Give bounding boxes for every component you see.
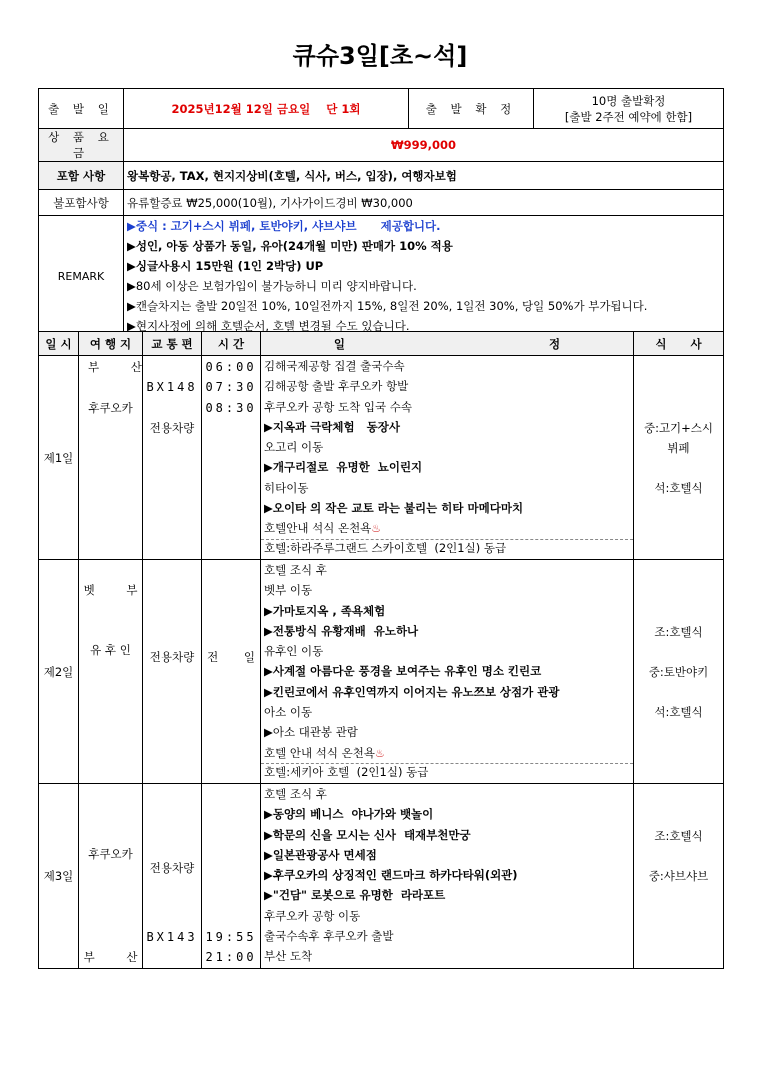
- time-cell: [202, 784, 261, 969]
- hot-spring-icon: ♨: [371, 522, 382, 536]
- itinerary-line: 김해공항 출발 후쿠오카 항발: [264, 379, 409, 394]
- itinerary-line: ▶동양의 베니스 야나가와 뱃놀이: [264, 807, 434, 822]
- region-b: 부 산: [83, 950, 138, 965]
- remark-item: ▶현지사정에 의해 호텔순서, 호텔 변경될 수도 있습니다.: [127, 319, 410, 333]
- meal: 조:호텔식: [654, 829, 703, 843]
- meal-cell: [634, 356, 724, 560]
- price-label: 상 품 요 금: [39, 129, 124, 162]
- region-a: 벳 부: [83, 583, 138, 597]
- time: 08:30: [205, 400, 257, 415]
- meal: 중:샤브샤브: [648, 869, 709, 883]
- itinerary-line: 후쿠오카 공항 도착 입국 수속: [264, 399, 412, 414]
- itinerary-line: ▶"건담" 로봇으로 유명한 라라포트: [264, 888, 446, 903]
- itinerary-line: ▶사계절 아름다운 풍경을 보여주는 유후인 명소 킨린코: [264, 664, 542, 679]
- remark-list: [124, 216, 724, 338]
- confirm-value: [534, 89, 724, 129]
- itinerary-line: ▶아소 대관봉 관람: [264, 725, 358, 740]
- excluded-value: 유류할증료 ₩25,000(10월), 기사가이드경비 ₩30,000: [124, 190, 724, 216]
- itinerary-table: [38, 331, 724, 969]
- itinerary-line: 호텔 조식 후: [264, 787, 327, 801]
- itinerary-line: ▶지옥과 극락체험 동장사: [264, 419, 400, 434]
- transport-cell: [143, 560, 202, 784]
- itinerary-line: ▶일본관광공사 면세점: [264, 847, 377, 862]
- remark-item: ▶캔슬차지는 출발 20일전 10%, 10일전까지 15%, 8일전 20%, 1일전 30%, 당일 50%가 부가됩니다.: [127, 299, 648, 313]
- day-row: [39, 560, 724, 784]
- header-region: 여 행 지: [79, 332, 143, 356]
- region-b: 유 후 인: [90, 643, 131, 658]
- meal-cell: [634, 784, 724, 969]
- meal: 석:호텔식: [654, 704, 703, 719]
- itinerary-cell: [261, 560, 634, 784]
- meal: 뷔페: [667, 440, 690, 455]
- day-label: 제3일: [39, 784, 79, 969]
- header-time: 시 간: [202, 332, 261, 356]
- region-a: 후쿠오카: [88, 847, 133, 861]
- transport-cell: [143, 784, 202, 969]
- header-day: 일 시: [39, 332, 79, 356]
- remark-item: ▶80세 이상은 보험가입이 불가능하니 미리 양지바랍니다.: [127, 279, 417, 293]
- time: 19:55: [205, 930, 257, 944]
- day-row: [39, 356, 724, 560]
- excluded-label: 불포함사항: [39, 190, 124, 216]
- remark-label: REMARK: [39, 216, 124, 338]
- meal: 조:호텔식: [654, 624, 703, 639]
- itinerary-line: ▶가마토지옥 , 족욕체험: [264, 603, 386, 618]
- price-value: ₩999,000: [124, 129, 724, 162]
- itinerary-line: ▶킨린코에서 유후인역까지 이어지는 유노쯔보 상점가 관광: [264, 684, 560, 699]
- confirm-line-2: [출발 2주전 예약에 한함]: [564, 109, 693, 124]
- transport-b: BX143: [146, 930, 198, 945]
- itinerary-line: ▶후쿠오카의 상징적인 랜드마크 하카다타워(외관): [264, 868, 518, 883]
- time: 21:00: [205, 950, 257, 965]
- time: 06:00: [205, 360, 257, 374]
- time-label: 전 일: [207, 650, 255, 665]
- hotel-line: 호텔:하라주루그랜드 스카이호텔 (2인1실) 동급: [261, 539, 633, 557]
- itinerary-cell: [261, 784, 634, 969]
- region-cell: [79, 784, 143, 969]
- time-cell: [202, 560, 261, 784]
- confirm-label: 출 발 확 정: [409, 89, 534, 129]
- hotel-line: 호텔:세키아 호텔 (2인1실) 동급: [261, 763, 633, 781]
- remark-item: ▶성인, 아동 상품가 동일, 유아(24개월 미만) 판매가 10% 적용: [127, 239, 453, 253]
- info-table: [38, 88, 724, 338]
- transport-a: 전용차량: [149, 861, 195, 875]
- included-value: 왕복항공, TAX, 현지지상비(호텔, 식사, 버스, 입장), 여행자보험: [124, 162, 724, 190]
- remark-item: ▶중식 : 고기+스시 뷔페, 토반야키, 샤브샤브 제공합니다.: [127, 219, 441, 233]
- itinerary-line: 호텔안내 석식 온천욕♨: [264, 521, 382, 536]
- time-cell: [202, 356, 261, 560]
- departure-label: 출 발 일: [39, 89, 124, 129]
- itinerary-line: 아소 이동: [264, 705, 313, 720]
- meal: 중:고기+스시: [643, 420, 714, 435]
- itinerary-line: ▶오이타 의 작은 교토 라는 불리는 히타 마메다마치: [264, 501, 524, 516]
- page-title: 큐슈3일[초~석]: [292, 42, 468, 70]
- day-label: 제1일: [39, 356, 79, 560]
- confirm-line-1: 10명 출발확정: [591, 93, 666, 108]
- itinerary-line: 호텔 조식 후: [264, 563, 327, 577]
- region-a: 부 산: [88, 360, 142, 374]
- meal: 석:호텔식: [654, 480, 703, 495]
- included-label: 포함 사항: [39, 162, 124, 190]
- itinerary-line: 후쿠오카 공항 이동: [264, 908, 361, 923]
- region-b: 후쿠오카: [88, 400, 133, 415]
- day-label: 제2일: [39, 560, 79, 784]
- region-cell: [79, 560, 143, 784]
- itinerary-line: ▶개구리절로 유명한 뇨이린지: [264, 460, 423, 475]
- transport-a: 전용차량: [149, 650, 195, 665]
- transport-b: 전용차량: [149, 420, 195, 435]
- itinerary-line: 호텔 안내 석식 온천욕♨: [264, 745, 385, 760]
- itinerary-line: 오고리 이동: [264, 440, 324, 455]
- remark-item: ▶싱글사용시 15만원 (1인 2박당) UP: [127, 259, 324, 273]
- header-meal: 식 사: [634, 332, 724, 356]
- header-transport: 교 통 편: [143, 332, 202, 356]
- itinerary-line: 김해국제공항 집결 출국수속: [264, 359, 405, 373]
- itinerary-cell: [261, 356, 634, 560]
- itinerary-line: 히타이동: [264, 480, 309, 495]
- region-cell: [79, 356, 143, 560]
- day-row: [39, 784, 724, 969]
- itinerary-line: ▶전통방식 유황재배 유노하나: [264, 623, 419, 638]
- itinerary-line: 유후인 이동: [264, 644, 324, 659]
- itinerary-line: 벳부 이동: [264, 583, 313, 598]
- time: 07:30: [205, 380, 257, 395]
- departure-value: 2025년12월 12일 금요일 단 1회: [124, 89, 409, 129]
- header-itinerary: 일 정: [261, 332, 634, 356]
- itinerary-line: 부산 도착: [264, 949, 313, 964]
- transport-a: BX148: [146, 380, 198, 395]
- hot-spring-icon: ♨: [374, 746, 385, 760]
- transport-cell: [143, 356, 202, 560]
- meal-cell: [634, 560, 724, 784]
- itinerary-line: 출국수속후 후쿠오카 출발: [264, 929, 394, 944]
- meal: 중:토반야키: [648, 664, 709, 679]
- itinerary-line: ▶학문의 신을 모시는 신사 태재부천만궁: [264, 827, 471, 842]
